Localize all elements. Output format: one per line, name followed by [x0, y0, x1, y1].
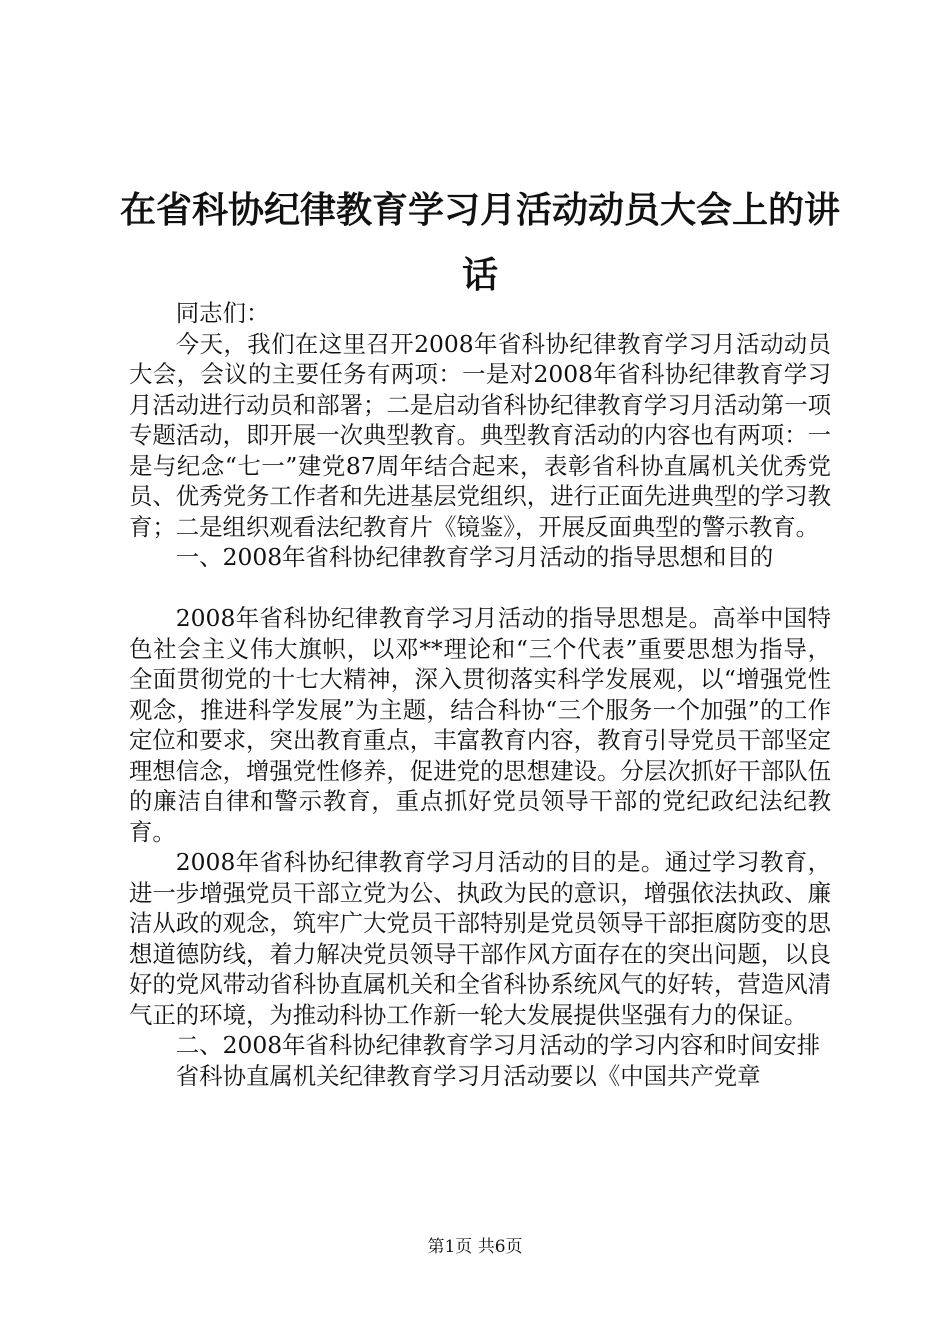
content-paragraph: 省科协直属机关纪律教育学习月活动要以《中国共产党章 [175, 1061, 761, 1090]
guiding-ideology-paragraph: 2008年省科协纪律教育学习月活动的指导思想是。高举中国特色社会主义伟大旗帜，以邓**理论和“三个代表”重要思想为指导，全面贯彻党的十七大精神，深入贯彻落实科学发展观，以“增强党性观念，推进科学发展”为主题，结合科协“三个服务一个加强”的工作定位和要求，突出教育重点，丰富教育内容，教育引导党员干部坚定理想信念，增强党性修养，促进党的思想建设。分层次抓好干部队伍的廉洁自律和警示教育，重点抓好党员领导干部的党纪政纪法纪教育。 [129, 604, 831, 846]
intro-paragraph: 今天，我们在这里召开2008年省科协纪律教育学习月活动动员大会，会议的主要任务有两项：一是对2008年省科协纪律教育学习月活动进行动员和部署；二是启动省科协纪律教育学习月活动第一项专题活动，即开展一次典型教育。典型教育活动的内容也有两项：一是与纪念“七一”建党87周年结合起来，表彰省科协直属机关优秀党员、优秀党务工作者和先进基层党组织，进行正面先进典型的学习教育；二是组织观看法纪教育片《镜鉴》，开展反面典型的警示教育。 [129, 329, 831, 541]
purpose-paragraph: 2008年省科协纪律教育学习月活动的目的是。通过学习教育，进一步增强党员干部立党为公、执政为民的意识，增强依法执政、廉洁从政的观念，筑牢广大党员干部特别是党员领导干部拒腐防变的思想道德防线，着力解决党员领导干部作风方面存在的突出问题，以良好的党风带动省科协直属机关和全省科协系统风气的好转，营造风清气正的环境，为推动科协工作新一轮大发展提供坚强有力的保证。 [129, 848, 831, 1029]
salutation-paragraph: 同志们： [175, 299, 270, 327]
section-heading-1: 一、2008年省科协纪律教育学习月活动的指导思想和目的 [175, 543, 774, 571]
section-heading-2: 二、2008年省科协纪律教育学习月活动的学习内容和时间安排 [175, 1031, 821, 1059]
document-title: 在省科协纪律教育学习月活动动员大会上的讲话 [119, 190, 840, 296]
document-body [129, 298, 831, 1091]
page-footer: 第1页 共6页 [427, 1237, 523, 1257]
